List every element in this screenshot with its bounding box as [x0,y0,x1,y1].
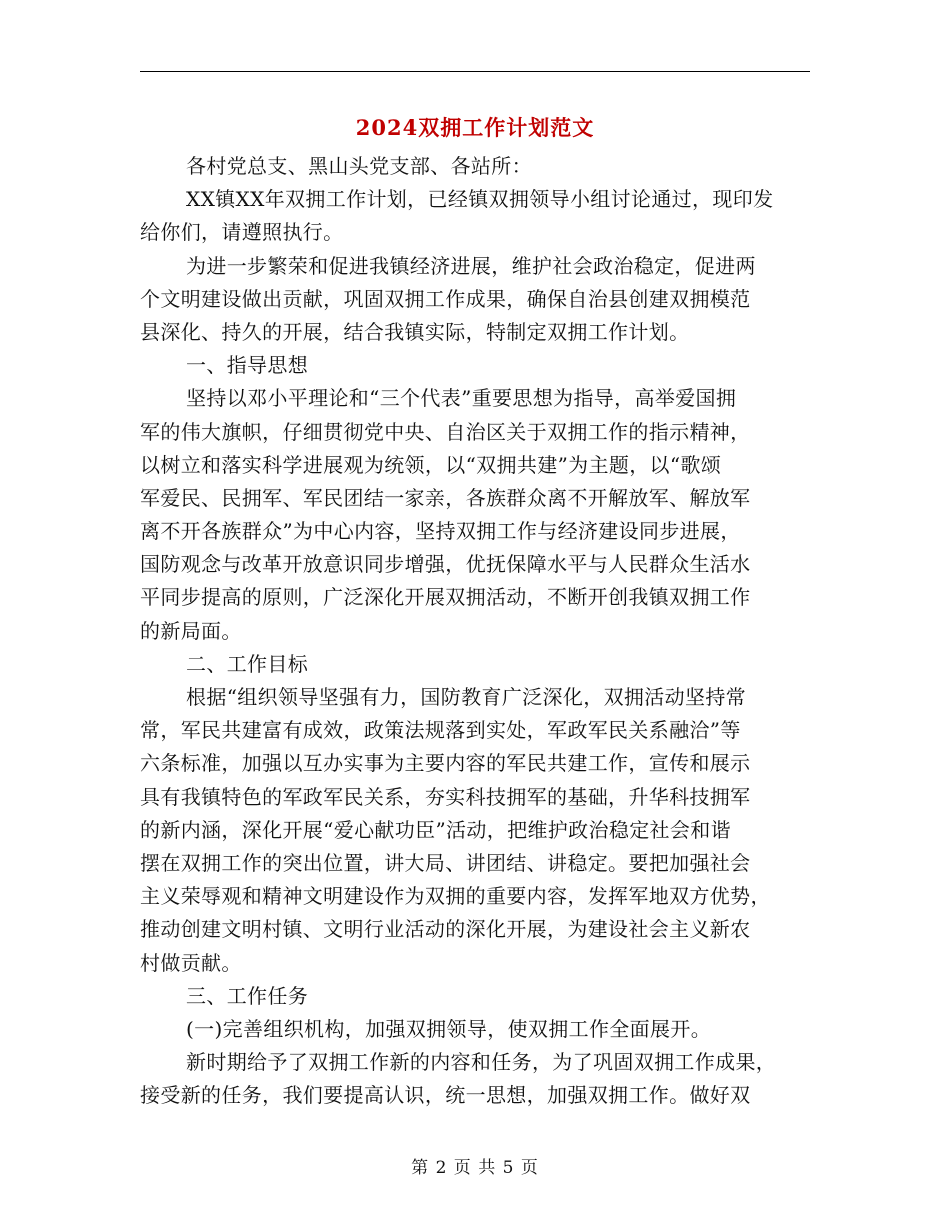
text-line: 的新内涵，深化开展“爱心献功臣”活动，把维护政治稳定社会和谐 [140,817,731,842]
text-line: 个文明建设做出贡献，巩固双拥工作成果，确保自治县创建双拥模范 [140,286,751,311]
text-line: 推动创建文明村镇、文明行业活动的深化开展，为建设社会主义新农 [140,917,751,942]
text-line: 摆在双拥工作的突出位置，讲大局、讲团结、讲稳定。要把加强社会 [140,850,751,875]
text-line: 国防观念与改革开放意识同步增强，优抚保障水平与人民群众生活水 [140,552,751,577]
section-heading: 二、工作目标 [186,651,309,676]
text-line: XX镇XX年双拥工作计划，已经镇双拥领导小组讨论通过，现印发 [186,187,774,212]
text-line: 离不开各族群众”为中心内容，坚持双拥工作与经济建设同步进展， [140,519,741,544]
document-body [140,150,810,1112]
text-line: 军爱民、民拥军、军民团结一家亲，各族群众离不开解放军、解放军 [140,485,751,510]
text-line: 各村党总支、黑山头党支部、各站所： [186,154,532,178]
text-line: 村做贡献。 [140,950,242,975]
subsection-heading: (一)完善组织机构，加强双拥领导，使双拥工作全面展开。 [186,1016,712,1041]
document-title: 2024双拥工作计划范文 [355,115,595,140]
text-line: 以树立和落实科学进展观为统领，以“双拥共建”为主题，以“歌颂 [140,452,722,477]
text-line: 新时期给予了双拥工作新的内容和任务，为了巩固双拥工作成果， [186,1050,777,1075]
text-line: 县深化、持久的开展，结合我镇实际，特制定双拥工作计划。 [140,319,690,344]
text-line: 的新局面。 [140,618,242,643]
text-line: 常，军民共建富有成效，政策法规落到实处，军政军民关系融洽”等 [140,718,741,743]
section-heading: 一、指导思想 [186,353,309,378]
text-line: 军的伟大旗帜，仔细贯彻党中央、自治区关于双拥工作的指示精神， [140,419,751,444]
text-line: 坚持以邓小平理论和“三个代表”重要思想为指导，高举爱国拥 [186,386,737,411]
header-rule [140,71,810,72]
text-line: 为进一步繁荣和促进我镇经济进展，维护社会政治稳定，促进两 [186,253,756,278]
page-number: 第 2 页 共 5 页 [411,1158,539,1178]
section-heading: 三、工作任务 [186,983,309,1008]
text-line: 平同步提高的原则，广泛深化开展双拥活动，不断开创我镇双拥工作 [140,585,751,610]
text-line: 根据“组织领导坚强有力，国防教育广泛深化，双拥活动坚持常 [186,685,747,709]
text-line: 六条标准，加强以互办实事为主要内容的军民共建工作，宣传和展示 [140,751,751,776]
text-line: 具有我镇特色的军政军民关系，夯实科技拥军的基础，升华科技拥军 [140,784,751,809]
text-line: 给你们，请遵照执行。 [140,220,344,245]
text-line: 主义荣辱观和精神文明建设作为双拥的重要内容，发挥军地双方优势， [140,884,771,909]
text-line: 接受新的任务，我们要提高认识，统一思想，加强双拥工作。做好双 [140,1083,751,1108]
